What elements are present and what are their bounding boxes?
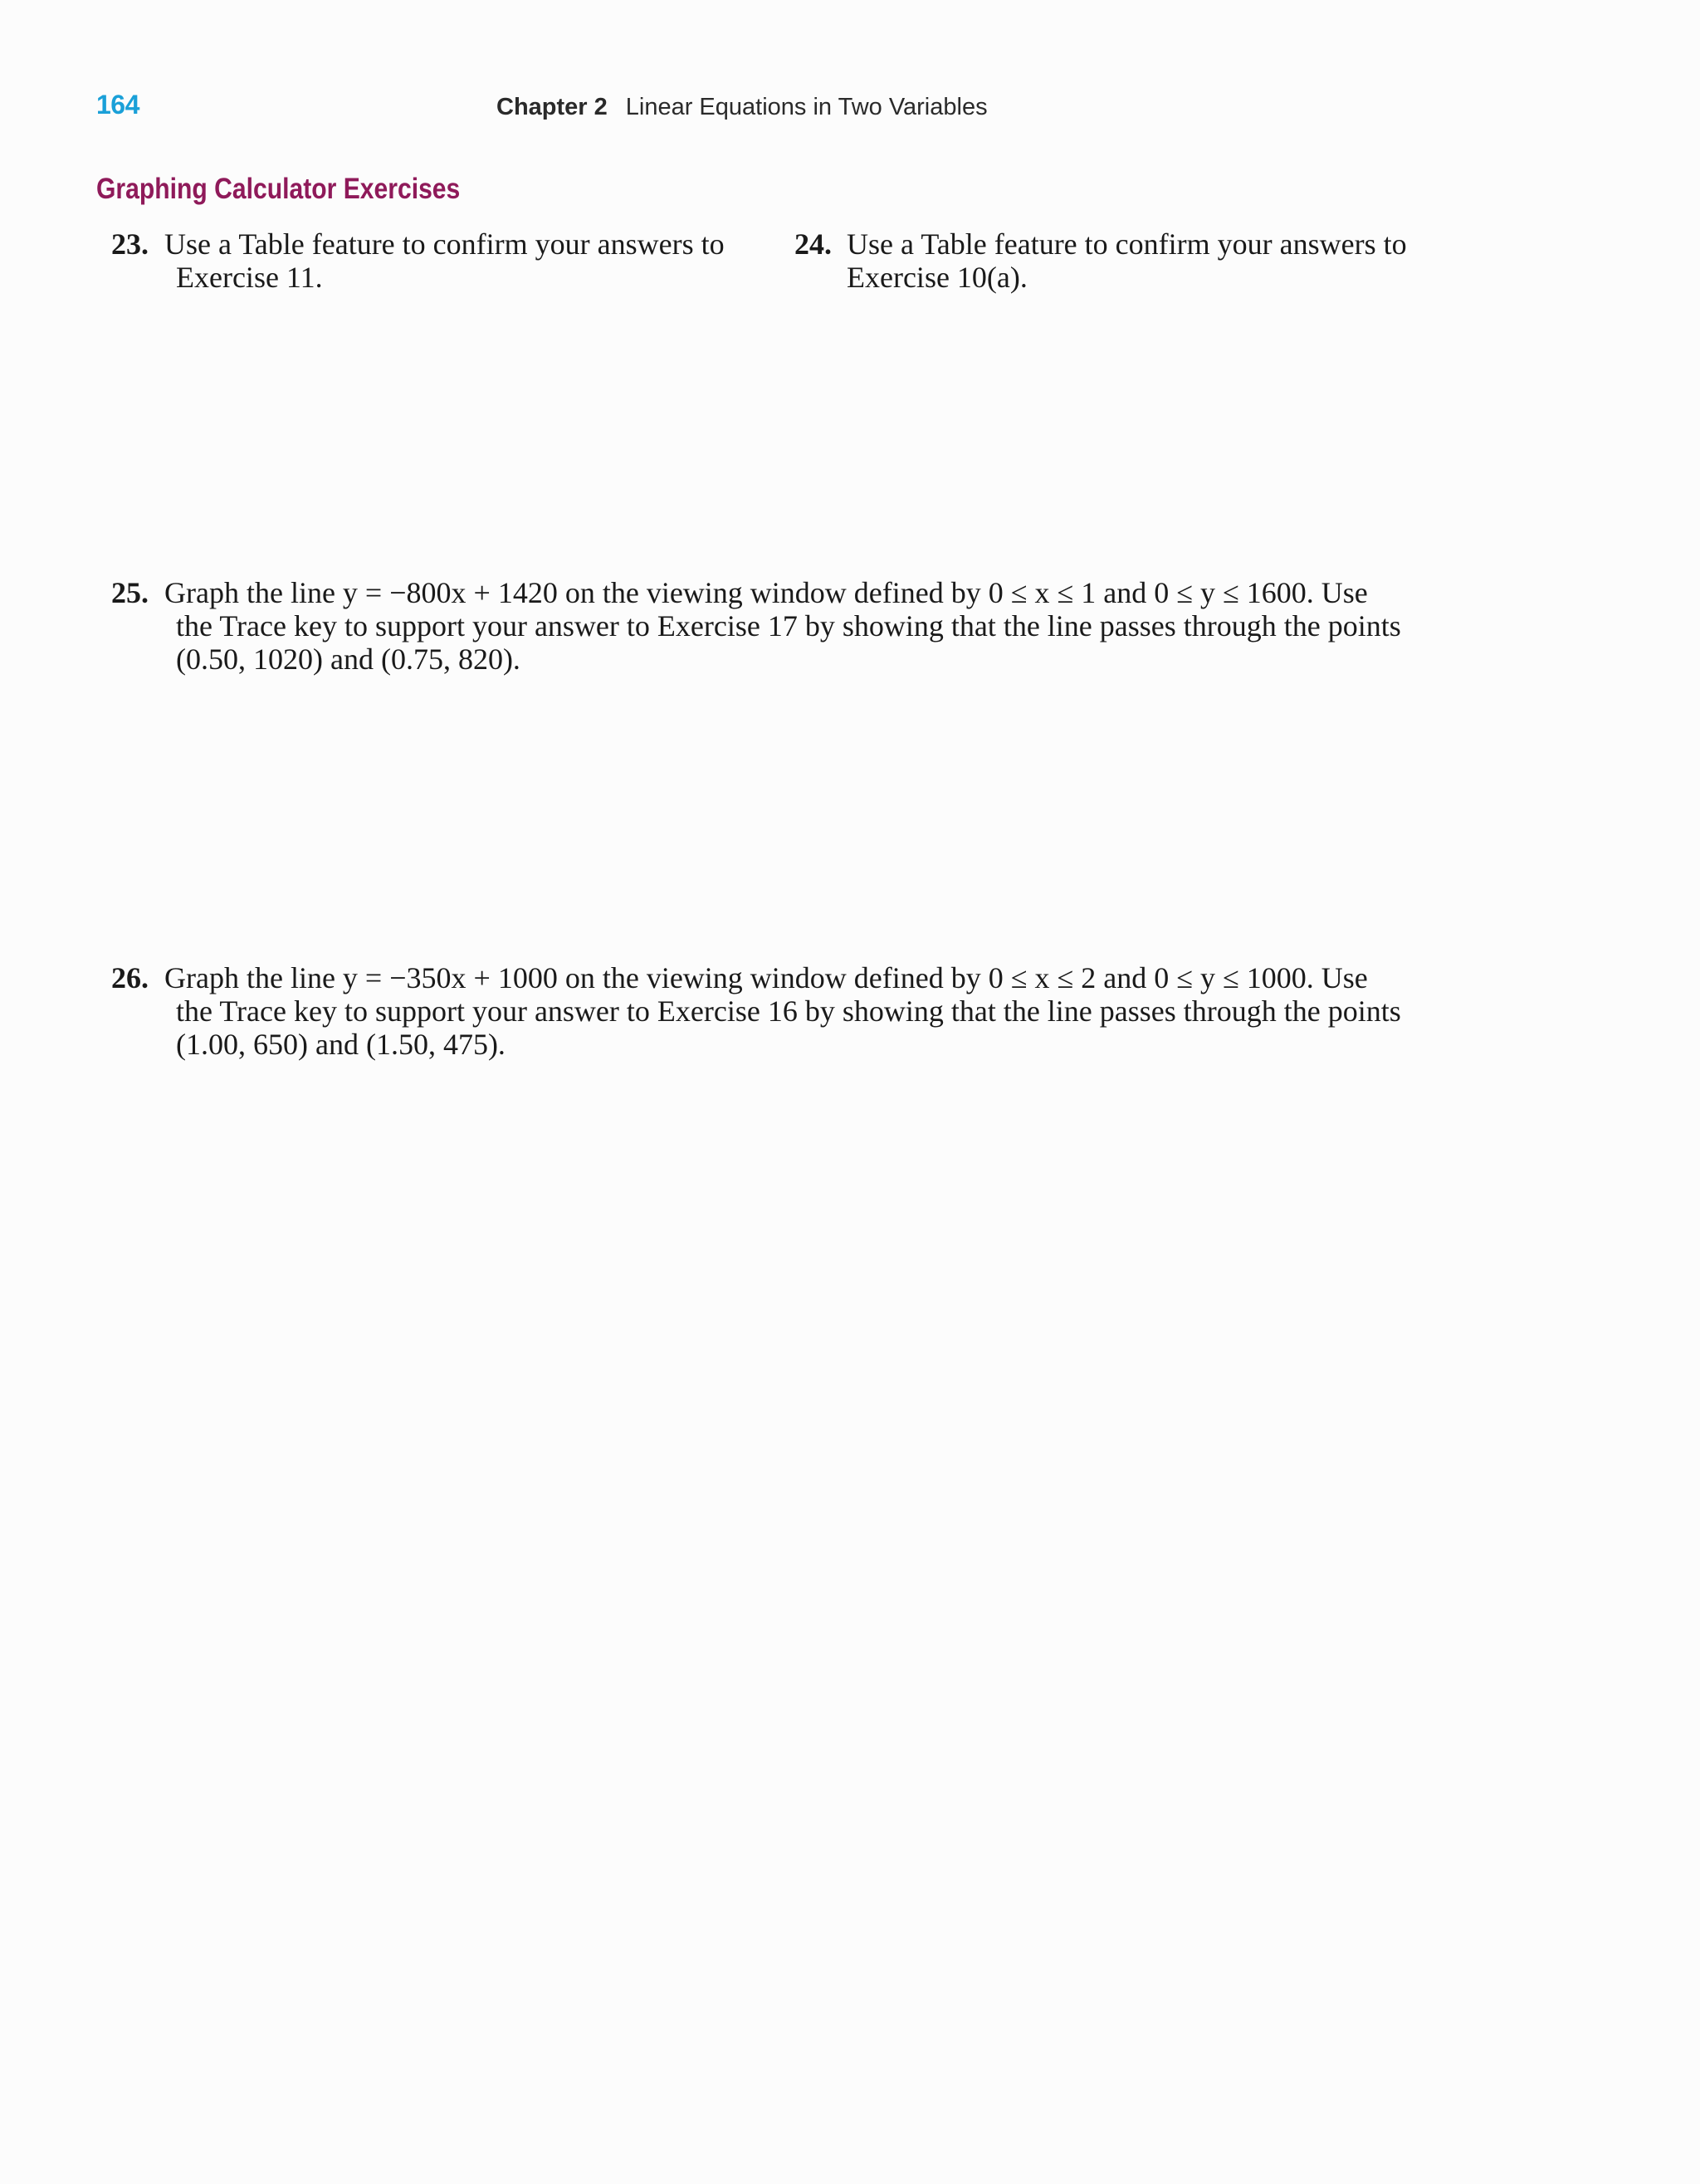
exercise-number: 26.: [111, 961, 149, 994]
exercise-line: the Trace key to support your answer to Exercise 17 by showing that the line passes through the points: [176, 609, 1401, 642]
exercise-line: Exercise 10(a).: [847, 261, 1028, 294]
exercise-line: (1.00, 650) and (1.50, 475).: [176, 1028, 506, 1061]
exercise-line: Exercise 11.: [176, 261, 323, 294]
chapter-title: Linear Equations in Two Variables: [625, 94, 988, 120]
exercise-line: Graph the line y = −800x + 1420 on the viewing window defined by 0 ≤ x ≤ 1 and 0 ≤ y ≤ 1600. Use: [164, 576, 1368, 609]
exercise-number: 25.: [111, 576, 149, 609]
page-number: 164: [96, 90, 139, 120]
exercise-25: [111, 576, 1464, 676]
section-title: Graphing Calculator Exercises: [96, 173, 461, 205]
exercise-text: [794, 227, 1442, 294]
exercise-24: [794, 227, 1442, 294]
chapter-label: Chapter 2: [496, 94, 608, 120]
exercise-text: [111, 227, 759, 294]
exercise-number: 24.: [794, 227, 832, 261]
exercise-line: the Trace key to support your answer to Exercise 16 by showing that the line passes through the points: [176, 994, 1401, 1028]
exercise-text: [111, 576, 1464, 676]
exercise-26: [111, 961, 1464, 1061]
exercise-line: (0.50, 1020) and (0.75, 820).: [176, 642, 520, 676]
running-head: [496, 94, 988, 121]
exercise-line: Use a Table feature to confirm your answers to: [847, 227, 1407, 261]
exercise-line: Graph the line y = −350x + 1000 on the viewing window defined by 0 ≤ x ≤ 2 and 0 ≤ y ≤ 1000. Use: [164, 961, 1368, 994]
exercise-text: [111, 961, 1464, 1061]
exercise-number: 23.: [111, 227, 149, 261]
exercise-23: [111, 227, 759, 294]
exercise-line: Use a Table feature to confirm your answers to: [164, 227, 725, 261]
